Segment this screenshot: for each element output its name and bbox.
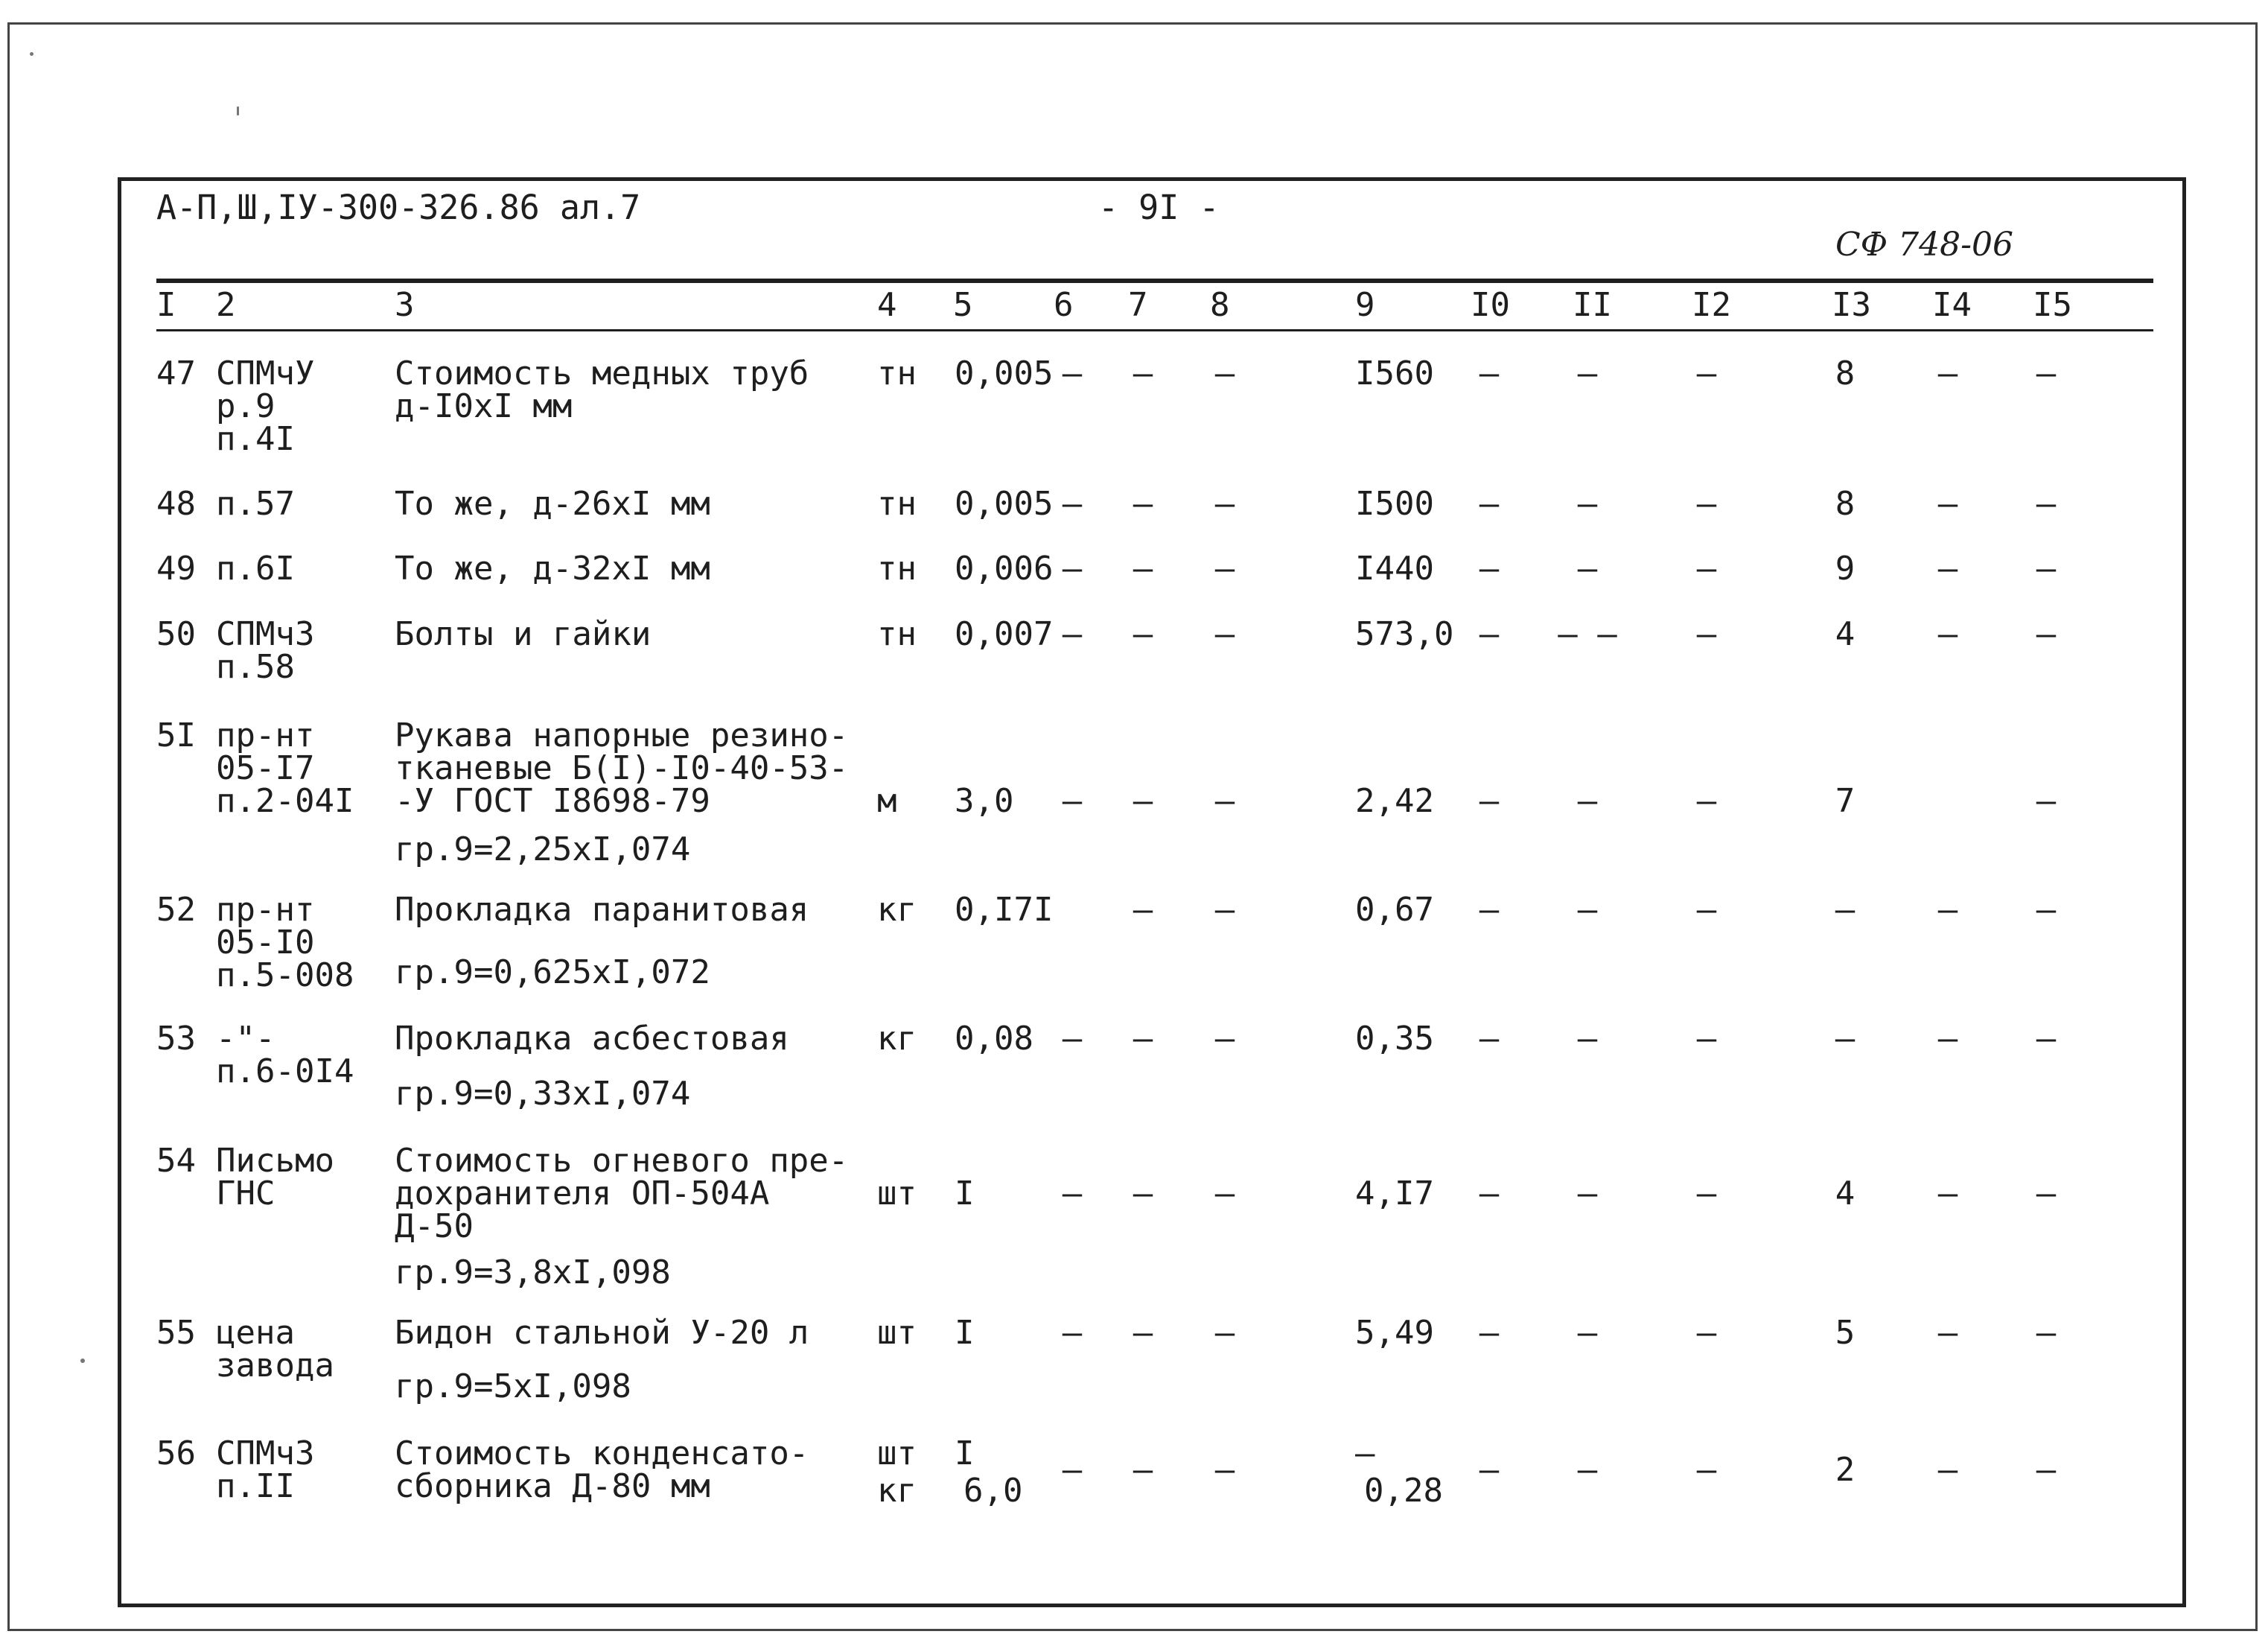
- column-number: I3: [1832, 286, 1871, 324]
- quantity-value: I: [955, 1314, 975, 1352]
- price-calculation-note: гр.9=2,25xI,074: [395, 830, 691, 868]
- column-value-c14: –: [1937, 550, 1958, 588]
- column-value-c11: –: [1577, 1020, 1598, 1058]
- price-calculation-note: гр.9=0,33xI,074: [395, 1075, 691, 1113]
- column-value-c12: –: [1696, 615, 1717, 653]
- item-description: Бидон стальной У-20 л: [395, 1314, 809, 1352]
- column-value-c15: –: [2036, 355, 2057, 393]
- column-value-c10: –: [1479, 1451, 1500, 1489]
- column-value-c13: 4: [1835, 615, 1856, 653]
- source-reference: цена: [216, 1314, 295, 1352]
- row-number: 50: [156, 615, 196, 653]
- column-value-c13: –: [1835, 1020, 1856, 1058]
- column-value-c7: –: [1133, 485, 1153, 523]
- column-value-c6: –: [1062, 1451, 1083, 1489]
- column-value-c13: 8: [1835, 485, 1856, 523]
- unit-price-value: 5,49: [1355, 1314, 1434, 1352]
- source-reference: п.6I: [216, 550, 295, 588]
- item-description: Прокладка асбестовая: [395, 1020, 789, 1058]
- source-reference: п.5-008: [216, 956, 354, 994]
- quantity-value: 0,007: [955, 615, 1054, 653]
- quantity-value: 0,I7I: [955, 891, 1054, 929]
- column-value-c15: –: [2036, 782, 2057, 820]
- column-number: II: [1573, 286, 1612, 324]
- price-calculation-note: гр.9=0,625xI,072: [395, 953, 710, 991]
- column-value-c14: –: [1937, 485, 1958, 523]
- column-value-c15: –: [2036, 1314, 2057, 1352]
- source-reference: р.9: [216, 387, 275, 425]
- unit-price-value: –: [1355, 1434, 1375, 1472]
- column-value-c12: –: [1696, 782, 1717, 820]
- column-value-c14: –: [1937, 1020, 1958, 1058]
- column-value-c6: –: [1062, 355, 1083, 393]
- unit-price-value: 4,I7: [1355, 1175, 1434, 1213]
- item-description: То же, д-32xI мм: [395, 550, 710, 588]
- column-value-c7: –: [1133, 1020, 1153, 1058]
- column-value-c14: –: [1937, 615, 1958, 653]
- quantity-value: I: [955, 1175, 975, 1213]
- column-value-c15: –: [2036, 1020, 2057, 1058]
- unit-of-measure: м: [877, 782, 897, 820]
- column-value-c12: –: [1696, 891, 1717, 929]
- unit-of-measure: шт: [877, 1434, 917, 1472]
- column-value-c11: –: [1577, 485, 1598, 523]
- source-reference: пр-нт: [216, 891, 315, 929]
- unit-price-value: 0,67: [1355, 891, 1434, 929]
- item-description: сборника Д-80 мм: [395, 1467, 710, 1505]
- quantity-value: 6,0: [963, 1472, 1023, 1510]
- row-number: 54: [156, 1142, 196, 1180]
- row-number: 49: [156, 550, 196, 588]
- unit-price-value: 0,28: [1364, 1472, 1443, 1510]
- column-number: 3: [395, 286, 415, 324]
- source-reference: п.57: [216, 485, 295, 523]
- column-value-c11: –: [1577, 355, 1598, 393]
- unit-of-measure: тн: [877, 355, 917, 393]
- quantity-value: 0,005: [955, 485, 1054, 523]
- source-reference: п.6-0I4: [216, 1052, 354, 1090]
- column-value-c15: –: [2036, 615, 2057, 653]
- column-number: 8: [1210, 286, 1230, 324]
- quantity-value: 0,006: [955, 550, 1054, 588]
- document-code: А-П,Ш,IУ-300-326.86 ал.7: [156, 188, 641, 227]
- column-value-c8: –: [1214, 615, 1235, 653]
- column-value-c8: –: [1214, 355, 1235, 393]
- column-value-c12: –: [1696, 1451, 1717, 1489]
- row-number: 48: [156, 485, 196, 523]
- item-description: -У ГОСТ I8698-79: [395, 782, 710, 820]
- column-value-c15: –: [2036, 891, 2057, 929]
- item-description: Стоимость медных труб: [395, 355, 809, 393]
- column-number: 5: [953, 286, 973, 324]
- row-number: 56: [156, 1434, 196, 1472]
- item-description: Рукава напорные резино-: [395, 716, 849, 754]
- source-reference: Письмо: [216, 1142, 334, 1180]
- unit-of-measure: кг: [877, 1020, 917, 1058]
- row-number: 5I: [156, 716, 196, 754]
- column-value-c6: –: [1062, 1020, 1083, 1058]
- column-value-c11: –: [1577, 550, 1598, 588]
- item-description: Стоимость огневого пре-: [395, 1142, 849, 1180]
- column-value-c7: –: [1133, 1314, 1153, 1352]
- column-value-c12: –: [1696, 550, 1717, 588]
- quantity-value: 0,08: [955, 1020, 1033, 1058]
- column-value-c11: –: [1577, 1175, 1598, 1213]
- source-reference: 05-I7: [216, 749, 315, 787]
- table-header-rule: [156, 329, 2153, 331]
- column-value-c13: 8: [1835, 355, 1856, 393]
- column-value-c12: –: [1696, 1020, 1717, 1058]
- item-description: тканевые Б(I)-I0-40-53-: [395, 749, 849, 787]
- column-number: I2: [1692, 286, 1731, 324]
- column-value-c11: – –: [1558, 615, 1617, 653]
- column-value-c13: 5: [1835, 1314, 1856, 1352]
- column-value-c6: –: [1062, 1314, 1083, 1352]
- column-number: 7: [1128, 286, 1148, 324]
- item-description: д-I0xI мм: [395, 387, 573, 425]
- item-description: Прокладка паранитовая: [395, 891, 809, 929]
- column-value-c11: –: [1577, 782, 1598, 820]
- unit-price-value: 2,42: [1355, 782, 1434, 820]
- column-value-c7: –: [1133, 615, 1153, 653]
- column-value-c15: –: [2036, 1175, 2057, 1213]
- column-value-c7: –: [1133, 1451, 1153, 1489]
- column-value-c12: –: [1696, 355, 1717, 393]
- source-reference: 05-I0: [216, 924, 315, 962]
- source-reference: СПМчУ: [216, 355, 315, 393]
- column-value-c7: –: [1133, 1175, 1153, 1213]
- page-number: - 9I -: [1098, 188, 1220, 227]
- row-number: 55: [156, 1314, 196, 1352]
- column-value-c10: –: [1479, 1314, 1500, 1352]
- column-number: 9: [1355, 286, 1375, 324]
- unit-of-measure: шт: [877, 1314, 917, 1352]
- column-value-c11: –: [1577, 891, 1598, 929]
- price-calculation-note: гр.9=3,8xI,098: [395, 1253, 671, 1291]
- source-reference: ГНС: [216, 1175, 275, 1213]
- column-value-c8: –: [1214, 1451, 1235, 1489]
- column-value-c8: –: [1214, 1314, 1235, 1352]
- unit-price-value: I440: [1355, 550, 1434, 588]
- column-value-c13: 7: [1835, 782, 1856, 820]
- column-value-c11: –: [1577, 1451, 1598, 1489]
- column-value-c8: –: [1214, 782, 1235, 820]
- column-value-c15: –: [2036, 550, 2057, 588]
- column-value-c7: –: [1133, 355, 1153, 393]
- column-number: I0: [1471, 286, 1510, 324]
- column-value-c6: –: [1062, 1175, 1083, 1213]
- column-value-c8: –: [1214, 891, 1235, 929]
- price-calculation-note: гр.9=5xI,098: [395, 1367, 631, 1405]
- source-reference: пр-нт: [216, 716, 315, 754]
- table-top-rule: [156, 279, 2153, 283]
- column-value-c14: –: [1937, 1451, 1958, 1489]
- item-description: Болты и гайки: [395, 615, 652, 653]
- column-value-c10: –: [1479, 1020, 1500, 1058]
- column-value-c7: –: [1133, 782, 1153, 820]
- column-value-c8: –: [1214, 550, 1235, 588]
- column-value-c11: –: [1577, 1314, 1598, 1352]
- column-value-c13: –: [1835, 891, 1856, 929]
- column-value-c6: –: [1062, 782, 1083, 820]
- row-number: 52: [156, 891, 196, 929]
- column-value-c10: –: [1479, 550, 1500, 588]
- column-number: I4: [1932, 286, 1972, 324]
- item-description: Д-50: [395, 1207, 474, 1245]
- item-description: дохранителя ОП-504А: [395, 1175, 770, 1213]
- column-value-c13: 4: [1835, 1175, 1856, 1213]
- column-value-c10: –: [1479, 615, 1500, 653]
- source-reference: п.58: [216, 648, 295, 686]
- column-value-c10: –: [1479, 891, 1500, 929]
- column-value-c15: –: [2036, 1451, 2057, 1489]
- quantity-value: 0,005: [955, 355, 1054, 393]
- unit-of-measure: тн: [877, 615, 917, 653]
- unit-of-measure: тн: [877, 485, 917, 523]
- column-value-c8: –: [1214, 1020, 1235, 1058]
- source-reference: п.4I: [216, 420, 295, 458]
- unit-price-value: 0,35: [1355, 1020, 1434, 1058]
- item-description: Стоимость конденсато-: [395, 1434, 809, 1472]
- column-number: 4: [877, 286, 897, 324]
- source-reference: п.II: [216, 1467, 295, 1505]
- source-reference: СПМч3: [216, 615, 315, 653]
- column-value-c10: –: [1479, 485, 1500, 523]
- item-description: То же, д-26xI мм: [395, 485, 710, 523]
- column-value-c8: –: [1214, 485, 1235, 523]
- column-value-c15: –: [2036, 485, 2057, 523]
- unit-price-value: I560: [1355, 355, 1434, 393]
- column-value-c14: –: [1937, 355, 1958, 393]
- column-value-c14: –: [1937, 891, 1958, 929]
- column-value-c10: –: [1479, 355, 1500, 393]
- column-value-c12: –: [1696, 1175, 1717, 1213]
- source-reference: -"-: [216, 1020, 275, 1058]
- column-value-c14: –: [1937, 1314, 1958, 1352]
- source-reference: СПМч3: [216, 1434, 315, 1472]
- unit-of-measure: кг: [877, 891, 917, 929]
- column-value-c14: –: [1937, 1175, 1958, 1213]
- column-value-c10: –: [1479, 1175, 1500, 1213]
- column-value-c12: –: [1696, 485, 1717, 523]
- column-value-c7: –: [1133, 550, 1153, 588]
- column-number: I5: [2033, 286, 2072, 324]
- column-value-c6: –: [1062, 485, 1083, 523]
- column-value-c13: 2: [1835, 1451, 1856, 1489]
- column-number: 2: [216, 286, 236, 324]
- row-number: 47: [156, 355, 196, 393]
- source-reference: завода: [216, 1347, 334, 1385]
- column-value-c10: –: [1479, 782, 1500, 820]
- row-number: 53: [156, 1020, 196, 1058]
- column-value-c6: –: [1062, 615, 1083, 653]
- quantity-value: 3,0: [955, 782, 1014, 820]
- scan-speck: [80, 1358, 85, 1363]
- scan-speck: [30, 52, 34, 56]
- source-reference: п.2-04I: [216, 782, 354, 820]
- column-value-c7: –: [1133, 891, 1153, 929]
- scan-speck: [237, 107, 239, 115]
- unit-price-value: I500: [1355, 485, 1434, 523]
- quantity-value: I: [955, 1434, 975, 1472]
- column-number: I: [156, 286, 176, 324]
- unit-of-measure: шт: [877, 1175, 917, 1213]
- unit-of-measure: тн: [877, 550, 917, 588]
- unit-of-measure: кг: [877, 1472, 917, 1510]
- handwritten-stamp: СФ 748-06: [1835, 226, 2014, 264]
- unit-price-value: 573,0: [1355, 615, 1454, 653]
- column-value-c6: –: [1062, 550, 1083, 588]
- column-number: 6: [1054, 286, 1074, 324]
- column-value-c12: –: [1696, 1314, 1717, 1352]
- column-value-c13: 9: [1835, 550, 1856, 588]
- column-value-c8: –: [1214, 1175, 1235, 1213]
